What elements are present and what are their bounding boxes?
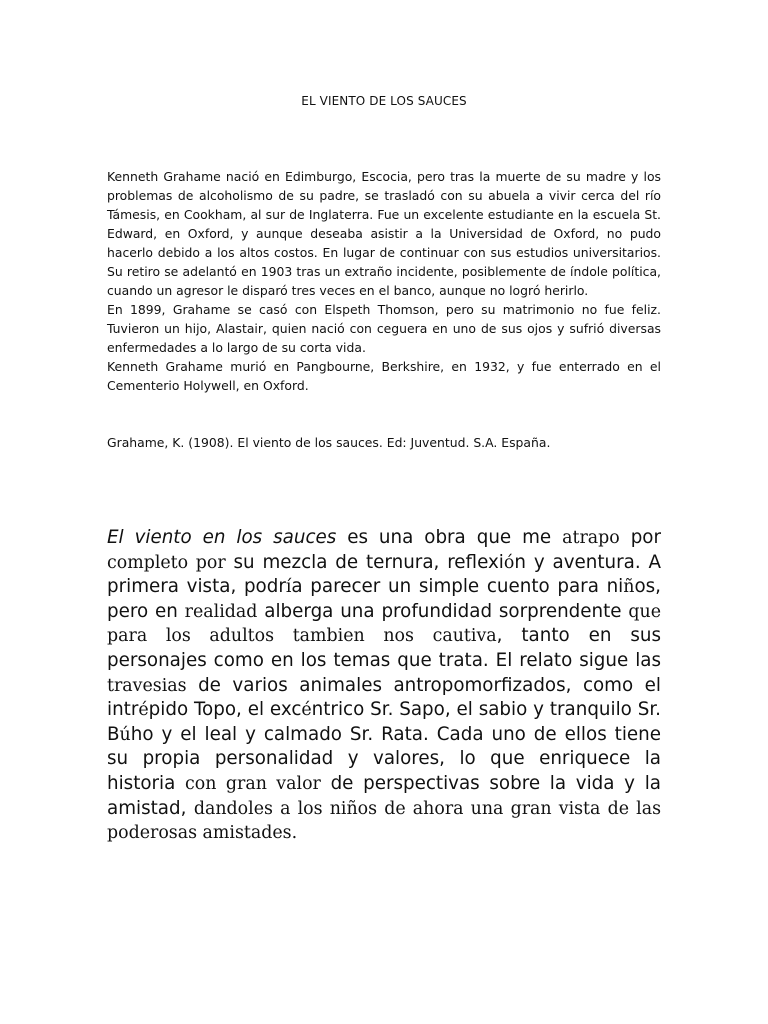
essay-text-serif: que para los adultos tambien nos cautiva xyxy=(107,601,661,647)
essay-text-serif: ó xyxy=(503,552,515,573)
essay-text: por xyxy=(619,527,662,548)
essay-text: de perspectivas sobre la vida y la amistad, xyxy=(107,772,661,819)
essay-text-serif: travesias xyxy=(107,675,187,696)
essay-text-serif: í xyxy=(285,577,292,598)
essay-text: alberga una profundidad sorprendente xyxy=(257,600,629,622)
essay-text-serif: é xyxy=(138,700,149,721)
essay-text: a parecer un simple cuento para ni xyxy=(291,576,624,598)
biography-section xyxy=(107,167,661,395)
essay-text-serif: realidad xyxy=(184,601,258,622)
biography-paragraph-2: En 1899, Grahame se casó con Elspeth Thomson, pero su matrimonio no fue feliz. Tuvieron un hijo, Alastair, quien nació con ceguera en uno de sus ojos y sufrió diversas enfermedades a lo largo de su corta vida. xyxy=(107,302,661,355)
document-title: EL VIENTO DE LOS SAUCES xyxy=(301,94,467,108)
essay-text: pido Topo, el exc xyxy=(148,699,302,721)
essay-text: su mezcla de ternura, reflexi xyxy=(225,551,504,573)
essay-text: n y aventura. A primera vista, podr xyxy=(107,551,661,598)
essay-paragraph xyxy=(107,526,661,846)
essay-text: es una obra que me xyxy=(336,527,563,548)
essay-text: ho y el leal y calmado Sr. Rata. Cada uno de ellos tiene su propia personalidad y valores, lo que enriquece la historia xyxy=(107,723,661,794)
book-title-italic: El viento en los sauces xyxy=(107,527,337,548)
essay-text-serif: é xyxy=(301,700,312,721)
essay-text: , tanto en sus personajes como en los temas que trata. El relato sigue las xyxy=(107,625,662,671)
essay-text: de varios animales antropomorfizados, como el intr xyxy=(107,674,661,721)
essay-text: os, pero en xyxy=(107,576,661,622)
essay-text-serif: con gran valor xyxy=(185,773,321,794)
essay-text-serif: completo por xyxy=(107,552,226,573)
essay-text-serif: ú xyxy=(119,724,131,745)
essay-text-serif: ñ xyxy=(623,577,635,598)
essay-text-serif: dandoles a los niños de ahora una gran vista de las poderosas amistades. xyxy=(107,798,661,844)
essay-text: ntrico Sr. Sapo, el sabio y tranquilo Sr. B xyxy=(107,699,661,745)
bibliographic-citation: Grahame, K. (1908). El viento de los sauces. Ed: Juventud. S.A. España. xyxy=(107,435,551,450)
essay-text-serif: atrapo xyxy=(562,528,620,548)
biography-paragraph-3: Kenneth Grahame murió en Pangbourne, Berkshire, en 1932, y fue enterrado en el Cementerio Holywell, en Oxford. xyxy=(107,359,661,393)
biography-paragraph-1: Kenneth Grahame nació en Edimburgo, Escocia, pero tras la muerte de su madre y los problemas de alcoholismo de su padre, se trasladó con su abuela a vivir cerca del río Támesis, en Cookham, al sur de Inglaterra. Fue un excelente estudiante en la escuela St. Edward, en Oxford, y aunque deseaba asistir a la Universidad de Oxford, no pudo hacerlo debido a los altos costos. En lugar de continuar con sus estudios universitarios. Su retiro se adelantó en 1903 tras un extraño incidente, posiblemente de índole política, cuando un agresor le disparó tres veces en el banco, aunque no logró herirlo. xyxy=(107,169,661,298)
